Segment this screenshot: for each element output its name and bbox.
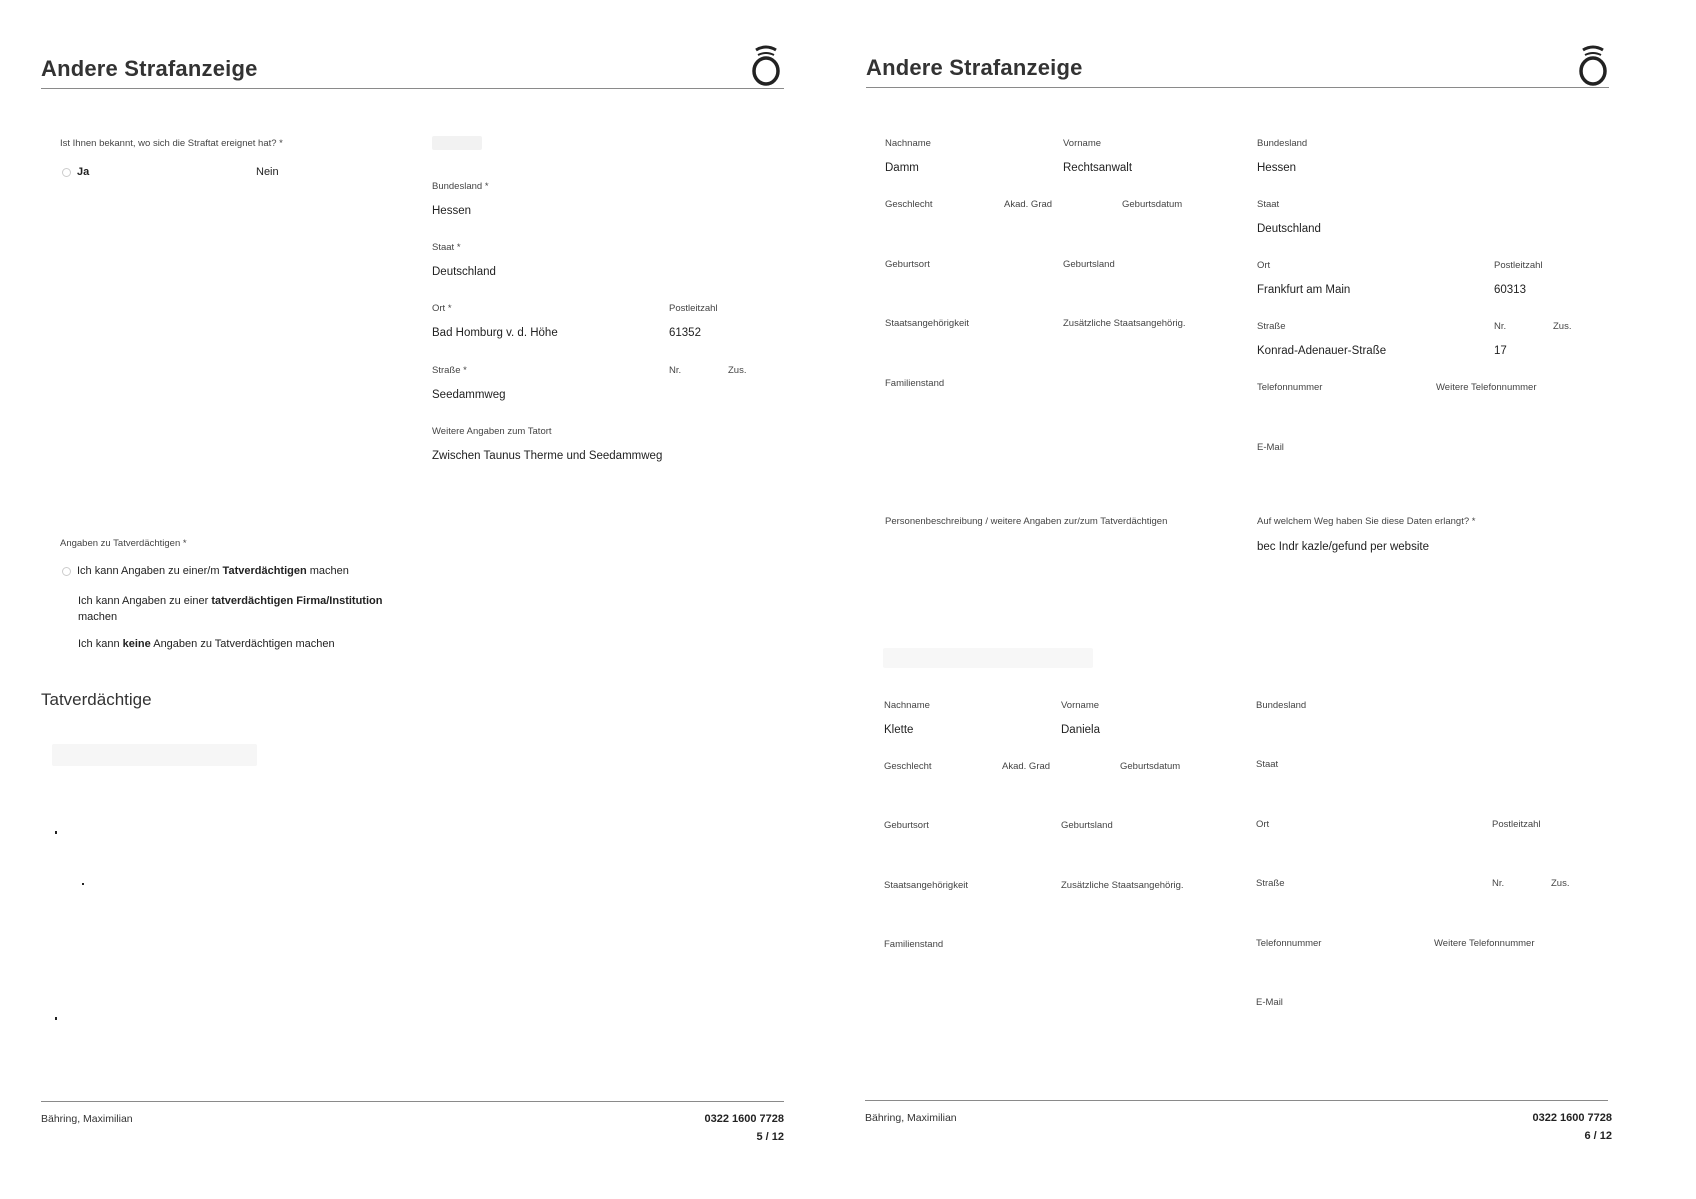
footer-name: Bähring, Maximilian [41,1113,133,1125]
staat-label: Staat * [432,242,461,253]
s1-akad-label: Akad. Grad [1004,199,1053,210]
s1-nachname-label: Nachname [885,138,931,149]
s1-ort-value[interactable]: Frankfurt am Main [1257,284,1351,296]
page-6 [848,0,1696,1199]
bundesland-value[interactable]: Hessen [432,205,471,217]
header-rule [866,87,1609,88]
ort-label: Ort * [432,303,452,314]
faint-mark [52,744,257,766]
section-heading-tatverdaechtige: Tatverdächtige [41,690,152,709]
zus-label: Zus. [728,365,747,376]
s1-plz-label: Postleitzahl [1494,260,1543,271]
s1-nr-label: Nr. [1494,321,1507,332]
s2-telefon-label: Telefonnummer [1256,938,1322,949]
s1-beschreibung-label: Personenbeschreibung / weitere Angaben zur/zum Tatverdächtigen [885,516,1168,527]
footer-page-number: 5 / 12 [756,1131,784,1143]
weitere-tatort-label: Weitere Angaben zum Tatort [432,426,552,437]
s1-geburtsort-label: Geburtsort [885,259,930,270]
police-logo-icon [750,42,782,86]
weitere-tatort-value[interactable]: Zwischen Taunus Therme und Seedammweg [432,450,663,462]
s1-zus-label: Zus. [1553,321,1572,332]
s1-staat-label: Staat [1257,199,1280,210]
s1-ort-label: Ort [1257,260,1271,271]
nr-label: Nr. [669,365,682,376]
s1-telefon-label: Telefonnummer [1257,382,1323,393]
suspect-option-none[interactable]: Ich kann keine Angaben zu Tatverdächtigen machen [78,638,335,650]
s2-weitere-tel-label: Weitere Telefonnummer [1434,938,1535,949]
s2-nr-label: Nr. [1492,878,1505,889]
s1-staatsang-label: Staatsangehörigkeit [885,318,969,329]
suspect-option-company-line2: machen [78,611,118,623]
s1-email-label: E-Mail [1257,442,1284,453]
footer-name: Bähring, Maximilian [865,1112,957,1124]
s1-familienstand-label: Familienstand [885,378,945,389]
faint-mark [432,136,482,150]
tatort-no-radio[interactable]: Nein [256,166,279,178]
strasse-value[interactable]: Seedammweg [432,389,506,401]
s2-geburtsdatum-label: Geburtsdatum [1120,761,1181,772]
footer-rule [41,1101,784,1102]
police-logo-icon [1577,42,1609,86]
scan-dot [55,831,57,834]
s2-zus-staatsang-label: Zusätzliche Staatsangehörig. [1061,880,1184,891]
s2-zus-label: Zus. [1551,878,1570,889]
scan-dot [55,1017,57,1020]
s2-staat-label: Staat [1256,759,1279,770]
strasse-label: Straße * [432,365,467,376]
s2-geburtsland-label: Geburtsland [1061,820,1113,831]
tatort-yes-radio[interactable]: Ja [62,166,89,178]
s1-geburtsdatum-label: Geburtsdatum [1122,199,1183,210]
s2-plz-label: Postleitzahl [1492,819,1541,830]
s1-weitere-tel-label: Weitere Telefonnummer [1436,382,1537,393]
bundesland-label: Bundesland * [432,181,489,192]
plz-label: Postleitzahl [669,303,718,314]
s2-familienstand-label: Familienstand [884,939,944,950]
staat-value[interactable]: Deutschland [432,266,496,278]
s2-geburtsort-label: Geburtsort [884,820,929,831]
s2-vorname-value[interactable]: Daniela [1061,724,1100,736]
s1-weg-label: Auf welchem Weg haben Sie diese Daten erlangt? * [1257,516,1476,527]
footer-phone: 0322 1600 7728 [704,1113,784,1125]
footer-rule [865,1100,1608,1101]
suspect-option-company[interactable]: Ich kann Angaben zu einer tatverdächtigen Firma/Institution [78,595,383,607]
s1-plz-value[interactable]: 60313 [1494,284,1526,296]
s2-bundesland-label: Bundesland [1256,700,1307,711]
s2-email-label: E-Mail [1256,997,1283,1008]
page-title: Andere Strafanzeige [866,55,1083,80]
header-rule [41,88,784,89]
page-title: Andere Strafanzeige [41,56,258,81]
suspect-option-person[interactable]: Ich kann Angaben zu einer/m Tatverdächtigen machen [62,565,349,577]
s1-nr-value[interactable]: 17 [1494,345,1507,357]
s1-geburtsland-label: Geburtsland [1063,259,1115,270]
s1-staat-value[interactable]: Deutschland [1257,223,1321,235]
s1-geschlecht-label: Geschlecht [885,199,933,210]
suspects-label: Angaben zu Tatverdächtigen * [60,538,187,549]
s1-bundesland-label: Bundesland [1257,138,1308,149]
s2-akad-label: Akad. Grad [1002,761,1051,772]
s1-strasse-value[interactable]: Konrad-Adenauer-Straße [1257,345,1387,357]
s1-vorname-value[interactable]: Rechtsanwalt [1063,162,1133,174]
s2-staatsang-label: Staatsangehörigkeit [884,880,968,891]
s2-vorname-label: Vorname [1061,700,1100,711]
s2-strasse-label: Straße [1256,878,1285,889]
ort-value[interactable]: Bad Homburg v. d. Höhe [432,327,558,339]
radio-icon [62,567,71,576]
s1-zus-staatsang-label: Zusätzliche Staatsangehörig. [1063,318,1186,329]
scan-dot [82,883,84,885]
s1-bundesland-value[interactable]: Hessen [1257,162,1296,174]
s2-ort-label: Ort [1256,819,1270,830]
tatort-question: Ist Ihnen bekannt, wo sich die Straftat ereignet hat? * [60,138,283,149]
footer-page-number: 6 / 12 [1584,1130,1612,1142]
s1-weg-value[interactable]: bec Indr kazle/gefund per website [1257,541,1429,553]
s1-vorname-label: Vorname [1063,138,1102,149]
footer-phone: 0322 1600 7728 [1532,1112,1612,1124]
s2-geschlecht-label: Geschlecht [884,761,932,772]
s1-nachname-value[interactable]: Damm [885,162,919,174]
s2-nachname-value[interactable]: Klette [884,724,914,736]
plz-value[interactable]: 61352 [669,327,701,339]
radio-icon [62,168,71,177]
s1-strasse-label: Straße [1257,321,1286,332]
faint-mark [883,648,1093,668]
s2-nachname-label: Nachname [884,700,930,711]
